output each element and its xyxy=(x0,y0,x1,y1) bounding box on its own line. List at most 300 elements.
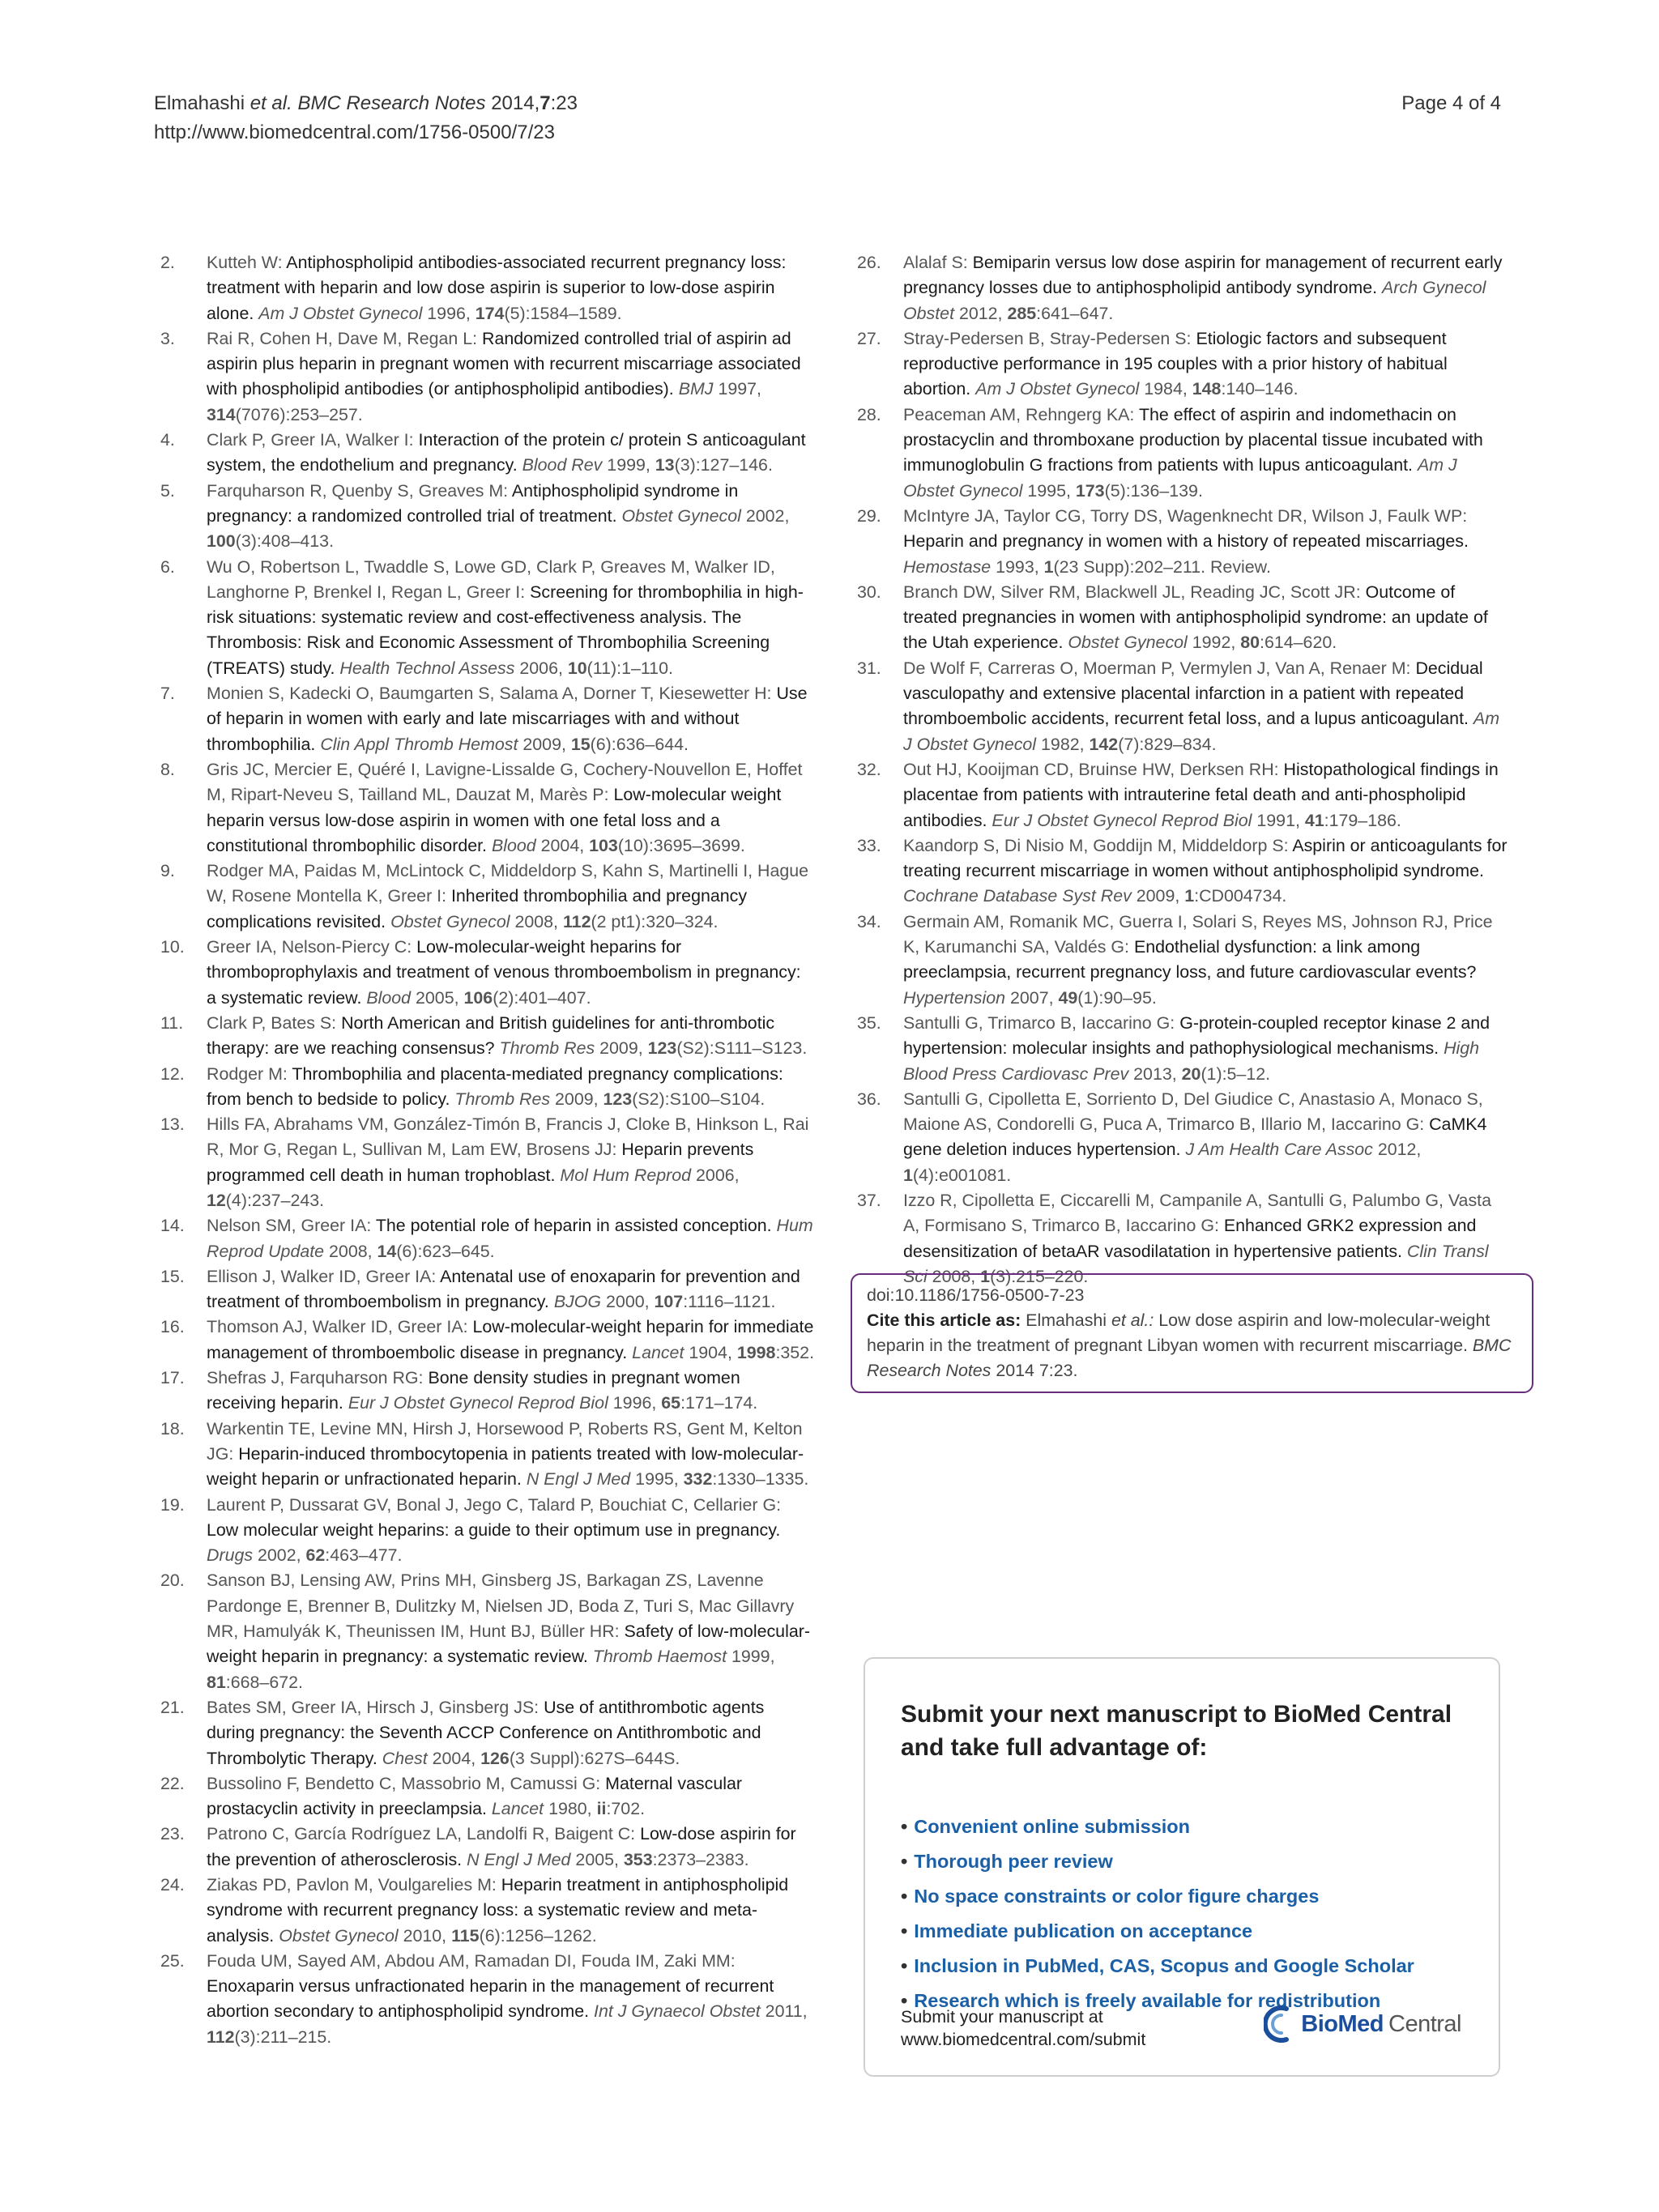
reference-item xyxy=(154,1417,814,1493)
reference-title: Enhanced GRK2 expression and desensitization of betaAR vasodilatation in hypertensive patients. xyxy=(903,1216,1477,1261)
reference-volume: 100 xyxy=(207,531,236,552)
reference-authors: Bussolino F, Bendetto C, Massobrio M, Camussi G: xyxy=(207,1773,606,1793)
reference-authors: Rai R, Cohen H, Dave M, Regan L: xyxy=(207,328,483,348)
reference-pages: (5):136–139. xyxy=(1104,480,1203,501)
reference-journal: Obstet Gynecol xyxy=(621,505,741,526)
reference-authors: Branch DW, Silver RM, Blackwell JL, Reading JC, Scott JR: xyxy=(903,582,1366,602)
reference-volume: 41 xyxy=(1304,810,1324,830)
reference-number: 17. xyxy=(160,1368,185,1388)
reference-item xyxy=(154,1366,814,1417)
reference-year: 2005, xyxy=(575,1849,619,1869)
reference-item xyxy=(851,656,1511,757)
journal-citation-line xyxy=(154,89,578,118)
reference-volume: 14 xyxy=(377,1241,397,1261)
bullet-dot-icon: • xyxy=(901,1955,908,1976)
citation-doi[interactable]: doi:10.1186/1756-0500-7-23 xyxy=(867,1285,1085,1305)
reference-year: 1982, xyxy=(1041,734,1085,754)
reference-year: 2004, xyxy=(540,835,585,855)
reference-volume: 314 xyxy=(207,404,236,424)
biomed-central-logo xyxy=(1264,2005,1461,2043)
bmc-bullet xyxy=(901,1844,1463,1879)
reference-journal: Blood Rev xyxy=(522,455,603,475)
bmc-bullet-text: Convenient online submission xyxy=(914,1816,1191,1837)
reference-journal: Thromb Res xyxy=(454,1089,551,1109)
reference-title: Aspirin or anticoagulants for treating recurrent miscarriage in women without antiphospholipid syndrome. xyxy=(903,835,1508,881)
reference-item xyxy=(851,504,1511,580)
reference-volume: 103 xyxy=(589,835,618,855)
reference-number: 6. xyxy=(160,556,175,577)
reference-number: 25. xyxy=(160,1950,185,1971)
header-volume: 7 xyxy=(539,92,551,114)
running-header xyxy=(154,89,578,147)
reference-number: 5. xyxy=(160,480,175,501)
reference-authors: Rodger M: xyxy=(207,1063,292,1084)
reference-number: 11. xyxy=(160,1012,184,1033)
reference-title: Heparin prevents programmed cell death in human trophoblast. xyxy=(207,1140,754,1185)
reference-number: 15. xyxy=(160,1266,185,1286)
reference-authors: Clark P, Bates S: xyxy=(207,1012,342,1033)
reference-title: The effect of aspirin and indomethacin on prostacyclin and thromboxane production by placental tissue incubated with immunoglobulin G fractions from patients with lupus anticoagulant. xyxy=(903,404,1483,475)
reference-pages: :2373–2383. xyxy=(652,1849,749,1869)
reference-pages: (3):408–413. xyxy=(235,531,335,552)
reference-authors: Ellison J, Walker ID, Greer IA: xyxy=(207,1266,441,1286)
reference-authors: Peaceman AM, Rehngerg KA: xyxy=(903,404,1139,424)
reference-title: Screening for thrombophilia in high-risk situations: systematic review and cost-effectiveness analysis. The Thrombosis: Risk and Economic Assessment of Thrombophilia Screening (TREATS) study. xyxy=(207,582,804,678)
reference-number: 27. xyxy=(857,328,881,348)
reference-number: 12. xyxy=(160,1063,185,1084)
reference-item xyxy=(154,1568,814,1694)
reference-number: 4. xyxy=(160,430,175,450)
bmc-bullet-text: Research which is freely available for redistribution xyxy=(914,1990,1381,2011)
reference-title: Maternal vascular prostacyclin activity in preeclampsia. xyxy=(207,1773,742,1819)
reference-volume: 112 xyxy=(207,2027,235,2047)
reference-year: 1997, xyxy=(718,379,761,399)
reference-number: 19. xyxy=(160,1494,185,1515)
reference-pages: (3):127–146. xyxy=(674,455,773,475)
reference-authors: Stray-Pedersen B, Stray-Pedersen S: xyxy=(903,328,1196,348)
reference-number: 30. xyxy=(857,582,881,602)
reference-title: Randomized controlled trial of aspirin ad aspirin plus heparin in pregnant women with recurrent miscarriage associated with phospholipid antibodies (or antiphospholipid antibodies). xyxy=(207,328,801,399)
reference-title: Antiphospholipid syndrome in pregnancy: a randomized controlled trial of treatment. xyxy=(207,480,739,526)
reference-title: Heparin and pregnancy in women with a history of repeated miscarriages. xyxy=(903,531,1469,552)
reference-volume: 123 xyxy=(647,1038,677,1059)
reference-number: 34. xyxy=(857,911,881,931)
reference-pages: (7):829–834. xyxy=(1118,734,1217,754)
reference-number: 21. xyxy=(160,1697,185,1717)
reference-title: Antenatal use of enoxaparin for prevention and treatment of thromboembolism in pregnancy. xyxy=(207,1266,800,1312)
reference-pages: :171–174. xyxy=(680,1393,758,1413)
reference-title: Endothelial dysfunction: a link among preeclampsia, recurrent pregnancy loss, and future cardiovascular events? xyxy=(903,937,1477,982)
reference-authors: Greer IA, Nelson-Piercy C: xyxy=(207,937,417,957)
reference-year: 1999, xyxy=(731,1647,775,1667)
reference-journal: Am J Obstet Gynecol xyxy=(258,303,423,323)
reference-journal: High Blood Press Cardiovasc Prev xyxy=(903,1038,1480,1084)
reference-authors: Izzo R, Cipolletta E, Ciccarelli M, Campanile A, Santulli G, Palumbo G, Vasta A, Formisano S, Trimarco B, Iaccarino G: xyxy=(903,1190,1491,1236)
reference-title: Heparin-induced thrombocytopenia in patients treated with low-molecular-weight heparin or unfractionated heparin. xyxy=(207,1443,804,1490)
reference-journal: Int J Gynaecol Obstet xyxy=(594,2001,761,2022)
reference-item xyxy=(154,1822,814,1873)
reference-year: 2002, xyxy=(745,505,790,526)
reference-year: 1995, xyxy=(1027,480,1071,501)
reference-authors: Alalaf S: xyxy=(903,253,973,272)
reference-pages: (10):3695–3699. xyxy=(617,835,745,855)
reference-authors: Rodger MA, Paidas M, McLintock C, Middeldorp S, Kahn S, Martinelli I, Hague W, Rosene Montella K, Greer I: xyxy=(207,861,809,906)
reference-journal: Drugs xyxy=(207,1545,254,1566)
reference-number: 36. xyxy=(857,1089,881,1109)
reference-volume: 107 xyxy=(654,1292,684,1312)
reference-title: Bemiparin versus low dose aspirin for management of recurrent early pregnancy losses due to antiphospholipid antibody syndrome. xyxy=(903,253,1503,298)
reference-title: Decidual vasculopathy and extensive placental infarction in a patient with repeated thromboembolic accidents, recurrent fetal loss, and a lupus anticoagulant. xyxy=(903,658,1483,729)
reference-year: 2004, xyxy=(432,1748,476,1768)
reference-authors: Germain AM, Romanik MC, Guerra I, Solari S, Reyes MS, Johnson RJ, Price K, Karumanchi SA, Valdés G: xyxy=(903,911,1493,957)
reference-journal: Lancet xyxy=(632,1342,684,1362)
reference-journal: Hypertension xyxy=(903,987,1006,1008)
reference-item xyxy=(154,1112,814,1213)
reference-year: 2006, xyxy=(696,1165,740,1185)
reference-number: 2. xyxy=(160,253,175,272)
reference-volume: 285 xyxy=(1007,303,1037,323)
reference-title: Histopathological findings in placentae from patients with intrauterine fetal death and anti-phospholipid antibodies. xyxy=(903,759,1499,830)
reference-title: Enoxaparin versus unfractionated heparin in the management of recurrent abortion secondary to antiphospholipid syndrome. xyxy=(207,1976,774,2022)
reference-journal: Obstet Gynecol xyxy=(1068,633,1188,653)
logo-bio: Bio xyxy=(1301,2010,1338,2037)
reference-number: 22. xyxy=(160,1773,185,1793)
reference-volume: 15 xyxy=(570,734,591,754)
bmc-bullet-text: Inclusion in PubMed, CAS, Scopus and Google Scholar xyxy=(914,1955,1414,1976)
reference-number: 28. xyxy=(857,404,881,424)
reference-pages: (1):5–12. xyxy=(1201,1063,1271,1084)
bmc-bullet xyxy=(901,1914,1463,1949)
bmc-bullet xyxy=(901,1879,1463,1914)
reference-number: 9. xyxy=(160,861,175,881)
reference-title: Bone density studies in pregnant women receiving heparin. xyxy=(207,1368,740,1413)
reference-pages: (6):636–644. xyxy=(590,734,689,754)
reference-authors: Gris JC, Mercier E, Quéré I, Lavigne-Lissalde G, Cochery-Nouvellon E, Hoffet M, Ripart-Neveu S, Tailland ML, Dauzat M, Marès P: xyxy=(207,759,803,805)
reference-item xyxy=(851,833,1511,910)
reference-title: G-protein-coupled receptor kinase 2 and hypertension: molecular insights and pathophysiological mechanisms. xyxy=(903,1012,1491,1059)
reference-pages: :179–186. xyxy=(1324,810,1401,830)
header-url[interactable]: http://www.biomedcentral.com/1756-0500/7/23 xyxy=(154,121,555,143)
page-number: Page 4 of 4 xyxy=(1401,92,1501,114)
reference-item xyxy=(154,757,814,859)
reference-number: 13. xyxy=(160,1115,185,1135)
bmc-bullet-text: Thorough peer review xyxy=(914,1851,1113,1872)
reference-pages: :140–146. xyxy=(1221,379,1299,399)
reference-journal: Health Technol Assess xyxy=(339,658,515,678)
reference-number: 24. xyxy=(160,1875,185,1894)
reference-year: 2012, xyxy=(958,303,1003,323)
reference-item xyxy=(154,1315,814,1366)
reference-year: 2009, xyxy=(555,1089,599,1109)
reference-number: 35. xyxy=(857,1012,881,1033)
reference-authors: McIntyre JA, Taylor CG, Torry DS, Wagenknecht DR, Wilson J, Faulk WP: xyxy=(903,505,1468,526)
reference-item xyxy=(154,1062,814,1113)
reference-authors: De Wolf F, Carreras O, Moerman P, Vermylen J, Van A, Renaer M: xyxy=(903,658,1416,678)
reference-volume: 142 xyxy=(1089,734,1119,754)
reference-volume: 106 xyxy=(463,987,493,1008)
bmc-bullet-list xyxy=(901,1809,1463,2018)
reference-volume: 49 xyxy=(1058,987,1078,1008)
logo-med: Med xyxy=(1337,2010,1384,2037)
reference-volume: 80 xyxy=(1240,633,1260,653)
reference-title: Low-molecular weight heparin versus low-dose aspirin in women with one fetal loss and a constitutional thrombophilic disorder. xyxy=(207,785,782,855)
reference-number: 20. xyxy=(160,1571,185,1591)
reference-journal: Am J Obstet Gynecol xyxy=(903,709,1500,754)
reference-item xyxy=(154,859,814,935)
reference-year: 2012, xyxy=(1377,1140,1422,1160)
bmc-submit-text: Submit your manuscript at xyxy=(901,2007,1103,2027)
reference-item xyxy=(851,580,1511,656)
reference-pages: :614–620. xyxy=(1260,633,1337,653)
reference-pages: (1):90–95. xyxy=(1077,987,1157,1008)
reference-year: 2009, xyxy=(599,1038,643,1059)
citation-authors: Elmahashi xyxy=(1026,1311,1107,1330)
reference-volume: 1 xyxy=(903,1165,913,1185)
reference-pages: :1330–1335. xyxy=(712,1469,809,1490)
reference-pages: (S2):S111–S123. xyxy=(676,1038,808,1059)
reference-volume: 1998 xyxy=(736,1342,776,1362)
reference-year: 2006, xyxy=(519,658,563,678)
reference-pages: (4):e001081. xyxy=(912,1165,1012,1185)
reference-item xyxy=(154,555,814,681)
reference-pages: (7076):253–257. xyxy=(235,404,363,424)
reference-volume: 65 xyxy=(661,1393,681,1413)
references-right-column xyxy=(851,250,1511,1289)
reference-item xyxy=(154,1493,814,1569)
reference-title: Etiologic factors and subsequent reproductive performance in 195 couples with a prior history of habitual abortion. xyxy=(903,328,1448,399)
reference-pages: (3):211–215. xyxy=(234,2027,332,2047)
reference-item xyxy=(851,757,1511,833)
reference-item xyxy=(851,250,1511,326)
bullet-dot-icon: • xyxy=(901,1851,908,1872)
bullet-dot-icon: • xyxy=(901,1990,908,2011)
reference-volume: 126 xyxy=(480,1748,510,1768)
reference-year: 2005, xyxy=(416,987,459,1008)
reference-authors: Shefras J, Farquharson RG: xyxy=(207,1368,429,1388)
reference-year: 2007, xyxy=(1010,987,1054,1008)
reference-journal: Am J Obstet Gynecol xyxy=(903,455,1457,501)
reference-authors: Bates SM, Greer IA, Hirsch J, Ginsberg JS: xyxy=(207,1697,544,1717)
header-year: 2014, xyxy=(491,92,540,114)
bmc-submit-footer xyxy=(901,2005,1145,2051)
reference-item xyxy=(154,1264,814,1315)
reference-item xyxy=(154,479,814,555)
reference-authors: Ziakas PD, Pavlon M, Voulgarelies M: xyxy=(207,1875,501,1894)
reference-title: Safety of low-molecular-weight heparin in pregnancy: a systematic review. xyxy=(207,1622,810,1667)
reference-year: 1999, xyxy=(607,455,650,475)
reference-item xyxy=(154,250,814,326)
bmc-promo-box xyxy=(864,1657,1500,2077)
reference-authors: Kutteh W: xyxy=(207,253,287,272)
reference-journal: Hum Reprod Update xyxy=(207,1216,813,1261)
reference-authors: Monien S, Kadecki O, Baumgarten S, Salama A, Dorner T, Kiesewetter H: xyxy=(207,684,777,704)
bullet-dot-icon: • xyxy=(901,1816,908,1837)
reference-year: 1992, xyxy=(1192,633,1236,653)
reference-volume: 148 xyxy=(1192,379,1222,399)
reference-item xyxy=(851,910,1511,1011)
reference-authors: Wu O, Robertson L, Twaddle S, Lowe GD, Clark P, Greaves M, Walker ID, Langhorne P, Brenkel I, Regan L, Greer I: xyxy=(207,556,775,602)
reference-title: Thrombophilia and placenta-mediated pregnancy complications: from bench to bedside to policy. xyxy=(207,1063,783,1109)
header-authors: Elmahashi xyxy=(154,92,245,114)
reference-pages: (5):1584–1589. xyxy=(504,303,622,323)
header-etal: et al. xyxy=(249,92,292,114)
reference-item xyxy=(154,1011,814,1062)
reference-authors: Thomson AJ, Walker ID, Greer IA: xyxy=(207,1317,473,1337)
reference-title: Interaction of the protein c/ protein S anticoagulant system, the endothelium and pregnancy. xyxy=(207,430,806,475)
reference-volume: 174 xyxy=(475,303,505,323)
reference-number: 14. xyxy=(160,1216,185,1236)
reference-volume: 112 xyxy=(562,911,591,931)
reference-volume: ii xyxy=(596,1799,607,1819)
reference-item xyxy=(154,1873,814,1949)
reference-volume: 13 xyxy=(655,455,675,475)
reference-year: 1904, xyxy=(689,1342,732,1362)
reference-journal: Clin Transl Sci xyxy=(903,1241,1489,1286)
reference-pages: :702. xyxy=(606,1799,646,1819)
reference-title: Antiphospholipid antibodies-associated recurrent pregnancy loss: treatment with heparin and low dose aspirin is superior to low-dose aspirin alone. xyxy=(207,253,787,323)
reference-number: 26. xyxy=(857,253,881,272)
reference-pages: :1116–1121. xyxy=(683,1292,776,1312)
bullet-dot-icon: • xyxy=(901,1920,908,1941)
bullet-dot-icon: • xyxy=(901,1886,908,1907)
reference-title: Use of heparin in women with early and late miscarriages with and without thrombophilia. xyxy=(207,684,808,754)
reference-authors: Sanson BJ, Lensing AW, Prins MH, Ginsberg JS, Barkagan ZS, Lavenne Pardonge E, Brenner B, Dulitzky M, Nielsen JD, Boda Z, Turi S, Mac Gillavry MR, Hamulyák K, Theunissen IM, Hunt BJ, Büller HR: xyxy=(207,1571,795,1642)
reference-year: 2010, xyxy=(403,1925,447,1946)
reference-journal: BJOG xyxy=(553,1292,602,1312)
reference-journal: BMJ xyxy=(678,379,714,399)
reference-journal: Am J Obstet Gynecol xyxy=(975,379,1140,399)
reference-journal: Thromb Res xyxy=(499,1038,595,1059)
reference-number: 8. xyxy=(160,759,175,779)
reference-year: 2000, xyxy=(606,1292,650,1312)
reference-pages: (6):1256–1262. xyxy=(479,1925,597,1946)
reference-pages: (3 Suppl):627S–644S. xyxy=(509,1748,680,1768)
reference-item xyxy=(154,681,814,757)
reference-title: CaMK4 gene deletion induces hypertension. xyxy=(903,1115,1487,1160)
reference-authors: Nelson SM, Greer IA: xyxy=(207,1216,376,1236)
reference-number: 37. xyxy=(857,1190,881,1210)
reference-volume: 123 xyxy=(603,1089,633,1109)
reference-pages: (6):623–645. xyxy=(396,1241,495,1261)
reference-title: Low-molecular-weight heparins for thromboprophylaxis and treatment of venous thromboembolism in pregnancy: a systematic review. xyxy=(207,937,801,1008)
reference-journal: Obstet Gynecol xyxy=(390,911,510,931)
bmc-submit-url[interactable]: www.biomedcentral.com/submit xyxy=(901,2030,1146,2049)
reference-authors: Kaandorp S, Di Nisio M, Goddijn M, Middeldorp S: xyxy=(903,835,1293,855)
biomed-swirl-icon xyxy=(1264,2005,1296,2043)
reference-authors: Hills FA, Abrahams VM, González-Timón B, Francis J, Cloke B, Hinkson L, Rai R, Mor G, Regan L, Sullivan M, Lam EW, Brosens JJ: xyxy=(207,1115,809,1160)
citation-year-vol: 2014 7:23. xyxy=(996,1361,1078,1380)
reference-journal: Chest xyxy=(382,1748,428,1768)
reference-year: 2009, xyxy=(1136,886,1180,906)
reference-journal: Blood xyxy=(366,987,412,1008)
reference-title: North American and British guidelines for anti-thrombotic therapy: are we reaching consensus? xyxy=(207,1012,775,1059)
reference-year: 2011, xyxy=(765,2001,808,2022)
reference-pages: :668–672. xyxy=(225,1672,303,1692)
reference-authors: Fouda UM, Sayed AM, Abdou AM, Ramadan DI, Fouda IM, Zaki MM: xyxy=(207,1950,736,1971)
reference-number: 32. xyxy=(857,759,881,779)
reference-pages: :463–477. xyxy=(325,1545,403,1566)
reference-journal: Blood xyxy=(491,835,536,855)
reference-year: 1991, xyxy=(1256,810,1300,830)
logo-wordmark xyxy=(1301,2011,1461,2038)
reference-item xyxy=(154,1213,814,1264)
reference-item xyxy=(851,403,1511,504)
reference-journal: Mol Hum Reprod xyxy=(560,1165,692,1185)
reference-year: 2008, xyxy=(932,1266,976,1286)
citation-journal: BMC Research Notes xyxy=(867,1336,1512,1380)
reference-pages: (4):237–243. xyxy=(225,1190,325,1210)
citation-etal: et al.: xyxy=(1111,1311,1154,1330)
reference-journal: Arch Gynecol Obstet xyxy=(903,278,1486,323)
reference-pages: (S2):S100–S104. xyxy=(632,1089,766,1109)
reference-volume: 1 xyxy=(1043,556,1054,577)
reference-year: 2009, xyxy=(522,734,566,754)
reference-title: Outcome of treated pregnancies in women with antiphospholipid syndrome: an update of the Utah experience. xyxy=(903,582,1488,653)
reference-journal: J Am Health Care Assoc xyxy=(1185,1140,1373,1160)
reference-item xyxy=(154,935,814,1011)
reference-year: 2008, xyxy=(514,911,558,931)
reference-item xyxy=(851,326,1511,403)
reference-number: 31. xyxy=(857,658,881,678)
reference-pages: :CD004734. xyxy=(1194,886,1287,906)
reference-volume: 353 xyxy=(623,1849,653,1869)
reference-volume: 12 xyxy=(207,1190,226,1210)
reference-number: 3. xyxy=(160,328,175,348)
reference-volume: 81 xyxy=(207,1672,226,1692)
citation-title: Low dose aspirin and low-molecular-weight heparin in the treatment of pregnant Libyan women with recurrent miscarriage. xyxy=(867,1311,1491,1355)
reference-year: 1984, xyxy=(1144,379,1188,399)
reference-title: Heparin treatment in antiphospholipid syndrome with recurrent pregnancy loss: a systematic review and meta-analysis. xyxy=(207,1875,789,1946)
reference-pages: (3):215–220. xyxy=(990,1266,1089,1286)
reference-pages: (11):1–110. xyxy=(586,658,673,678)
reference-item xyxy=(154,326,814,428)
reference-authors: Patrono C, García Rodríguez LA, Landolfi R, Baigent C: xyxy=(207,1824,641,1844)
reference-journal: Hemostase xyxy=(903,556,992,577)
reference-item xyxy=(851,1011,1511,1087)
reference-volume: 62 xyxy=(305,1545,326,1566)
reference-year: 1996, xyxy=(612,1393,657,1413)
reference-year: 1993, xyxy=(996,556,1039,577)
reference-authors: Clark P, Greer IA, Walker I: xyxy=(207,430,419,450)
reference-authors: Warkentin TE, Levine MN, Hirsh J, Horsewood P, Roberts RS, Gent M, Kelton JG: xyxy=(207,1418,803,1464)
reference-year: 2013, xyxy=(1133,1063,1177,1084)
reference-number: 18. xyxy=(160,1418,185,1438)
reference-volume: 20 xyxy=(1181,1063,1201,1084)
reference-authors: Laurent P, Dussarat GV, Bonal J, Jego C, Talard P, Bouchiat C, Cellarier G: xyxy=(207,1494,782,1515)
reference-journal: Obstet Gynecol xyxy=(279,1925,399,1946)
reference-journal: Lancet xyxy=(491,1799,544,1819)
reference-title: Use of antithrombotic agents during pregnancy: the Seventh ACCP Conference on Antithrombotic and Thrombolytic Therapy. xyxy=(207,1697,765,1768)
logo-central: Central xyxy=(1388,2010,1461,2037)
reference-year: 2002, xyxy=(258,1545,301,1566)
bmc-bullet xyxy=(901,1949,1463,1984)
reference-journal: Clin Appl Thromb Hemost xyxy=(320,734,518,754)
reference-volume: 332 xyxy=(683,1469,713,1490)
reference-journal: Eur J Obstet Gynecol Reprod Biol xyxy=(992,810,1252,830)
references-left-column xyxy=(154,250,814,2050)
reference-year: 1995, xyxy=(635,1469,679,1490)
reference-pages: (2):401–407. xyxy=(493,987,591,1008)
bmc-heading: Submit your next manuscript to BioMed Central and take full advantage of: xyxy=(901,1701,1452,1761)
reference-pages: (23 Supp):202–211. Review. xyxy=(1053,556,1271,577)
reference-volume: 10 xyxy=(567,658,587,678)
reference-pages: (2 pt1):320–324. xyxy=(591,911,719,931)
reference-year: 1980, xyxy=(548,1799,592,1819)
reference-volume: 173 xyxy=(1075,480,1105,501)
reference-item xyxy=(154,1949,814,2050)
reference-journal: Cochrane Database Syst Rev xyxy=(903,886,1132,906)
citation-text xyxy=(867,1308,1520,1383)
